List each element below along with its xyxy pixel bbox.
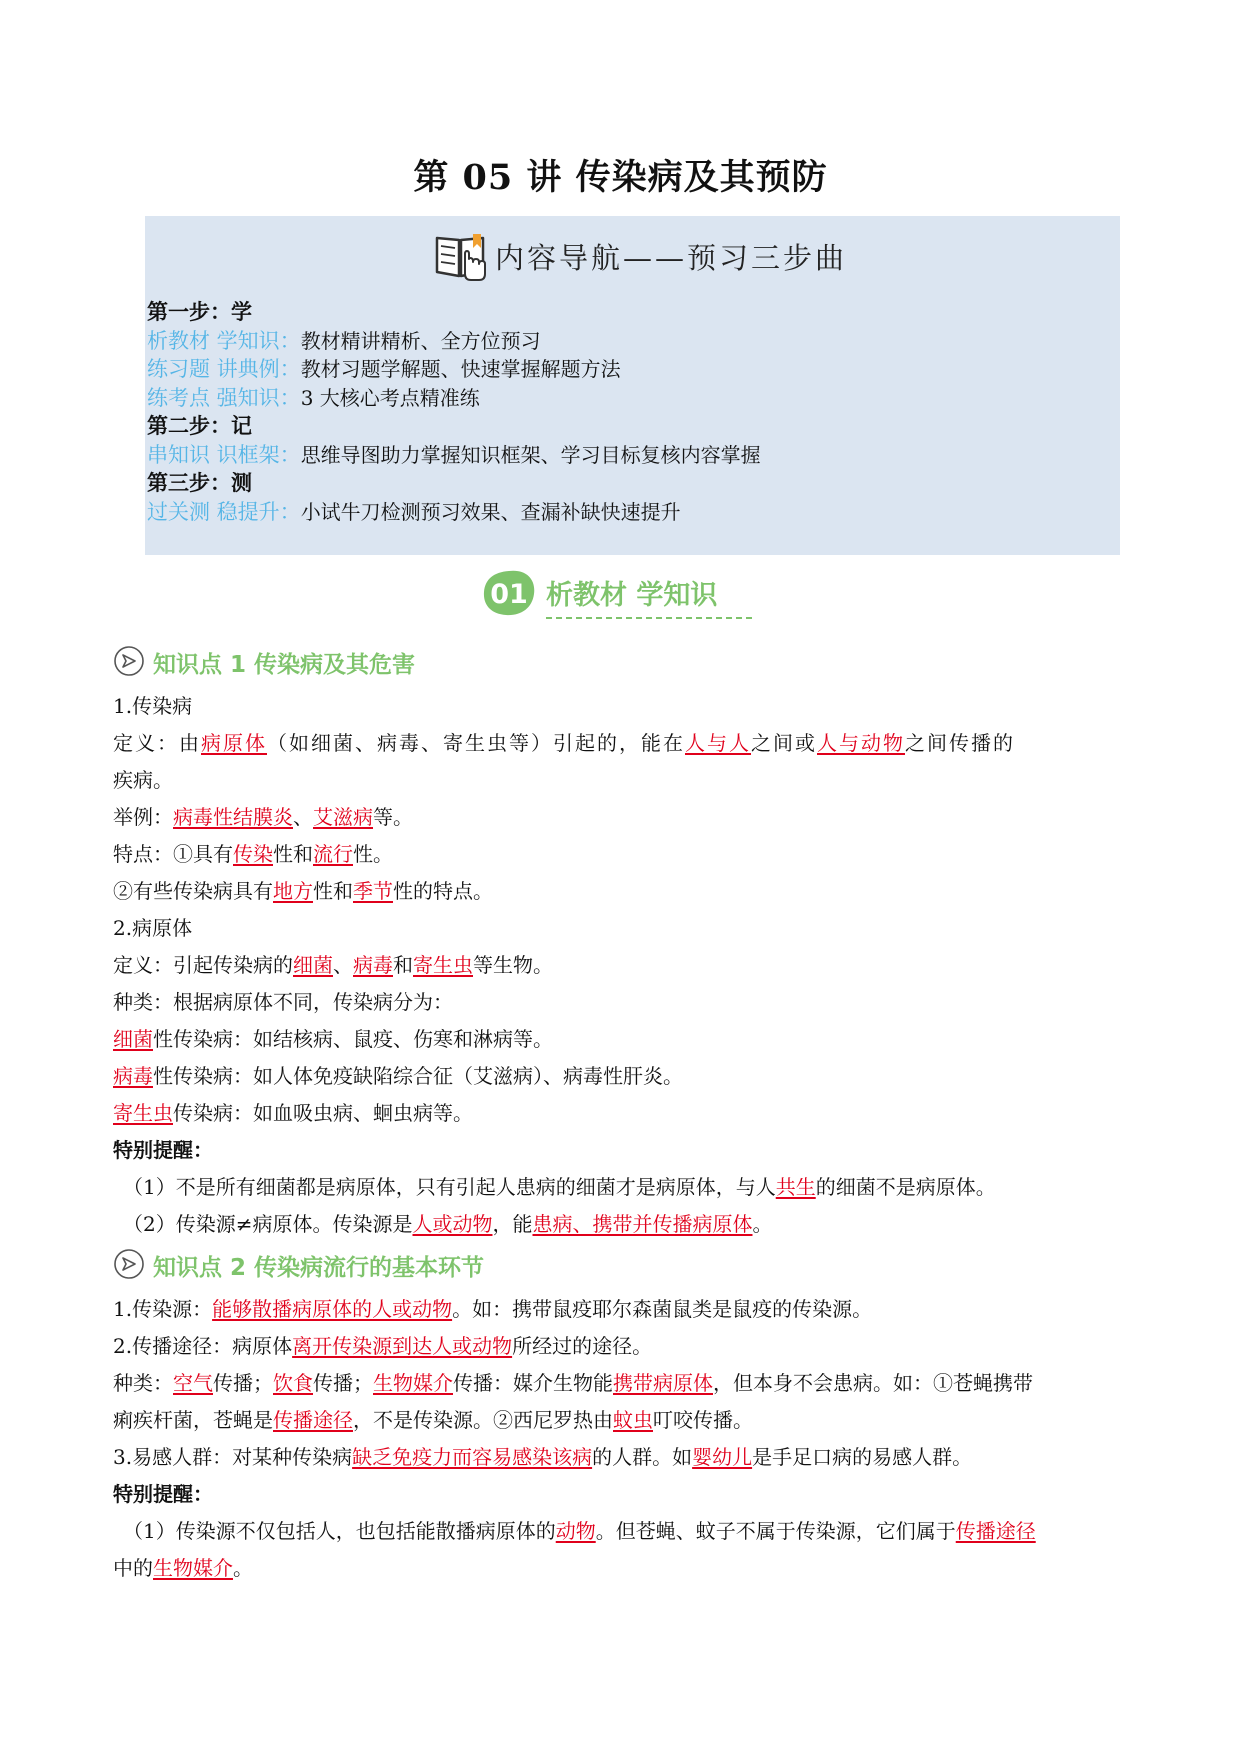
answer-text: 能够散播病原体的人或动物 [212,1297,453,1321]
arrow-circle-icon [113,1248,145,1280]
nav-line [147,355,761,384]
nav-lines [147,298,761,526]
text-segment: ②有些传染病具有 [113,879,273,903]
answer-text: 动物 [555,1519,596,1543]
answer-text: 空气 [173,1371,213,1395]
answer-text: 地方 [273,879,313,903]
text-segment: ，能 [492,1212,533,1236]
text-line [113,688,1120,725]
text-segment: ，不是传染源。②西尼罗热由 [353,1408,613,1432]
text-segment: 2.传播途径：病原体 [113,1334,293,1358]
answer-text: 人或动物 [412,1212,493,1236]
text-segment: （如细菌、病毒、寄生虫等）引起的，能在 [267,731,685,755]
answer-text: 寄生虫 [413,953,473,977]
answer-text: 人与人 [685,731,751,755]
answer-text: 传播途径 [273,1408,353,1432]
text-segment: 种类：根据病原体不同，传染病分为： [113,990,453,1014]
text-segment: 疾病。 [113,768,173,792]
text-line [113,799,1120,836]
answer-text: 人与动物 [817,731,905,755]
text-line [113,836,1120,873]
text-line [113,947,1120,984]
answer-text: 传染 [233,842,273,866]
answer-text: 细菌 [113,1027,153,1051]
nav-line-text: 教材精讲精析、全方位预习 [300,328,541,353]
text-segment: ，但本身不会患病。如：①苍蝇携带 [713,1371,1033,1395]
text-segment: 是手足口病的易感人群。 [752,1445,973,1469]
nav-header [145,216,1120,288]
section-number: 01 [490,579,528,610]
nav-line [147,327,761,356]
nav-line-label: 串知识 识框架： [147,442,301,467]
answer-text: 细菌 [293,953,333,977]
text-line [113,1021,1120,1058]
section-title-underline [546,617,752,619]
answer-text: 婴幼儿 [692,1445,753,1469]
nav-line-text: 思维导图助力掌握知识框架、学习目标复核内容掌握 [300,442,761,467]
text-segment: 等生物。 [473,953,553,977]
answer-text: 患病、携带并传播病原体 [532,1212,753,1236]
answer-text: 病毒性结膜炎 [173,805,293,829]
text-segment: 痢疾杆菌，苍蝇是 [113,1408,273,1432]
text-line [113,1476,1120,1513]
text-segment: 之间传播的 [905,731,1015,755]
text-line [113,1328,1120,1365]
text-segment: 3.易感人群：对某种传染病 [113,1445,353,1469]
nav-line-label: 练考点 强知识： [147,385,301,410]
nav-heading: 内容导航——预习三步曲 [495,241,848,275]
nav-line-text: 3 大核心考点精准练 [300,385,480,410]
text-line [113,1095,1120,1132]
answer-text: 蚊虫 [613,1408,653,1432]
text-segment: 传播：媒介生物能 [453,1371,613,1395]
text-segment: 中的 [113,1556,153,1580]
text-segment: 等。 [373,805,413,829]
text-segment: （1）传染源不仅包括人，也包括能散播病原体的 [123,1519,556,1543]
nav-line [147,384,761,413]
knowledge-point-1-body [113,688,1120,1243]
answer-text: 生物媒介 [153,1556,233,1580]
text-segment: 性和 [273,842,313,866]
nav-line-label: 析教材 学知识： [147,328,301,353]
nav-line [147,298,761,327]
document-title: 第 05 讲 传染病及其预防 [413,157,828,198]
text-line [113,725,1120,762]
text-segment: 性。 [353,842,393,866]
text-segment: 性传染病：如人体免疫缺陷综合征（艾滋病）、病毒性肝炎。 [153,1064,683,1088]
knowledge-point-1-title: 知识点 1 传染病及其危害 [153,652,416,678]
nav-line [147,441,761,470]
arrow-circle-icon [113,645,145,677]
nav-line [147,498,761,527]
text-segment: 2.病原体 [113,916,193,940]
answer-text: 病原体 [201,731,267,755]
text-segment: 传染病：如血吸虫病、蛔虫病等。 [173,1101,473,1125]
reminder-label: 特别提醒： [113,1482,213,1506]
text-line [113,1169,1120,1206]
answer-text: 季节 [353,879,393,903]
text-line [113,1439,1120,1476]
text-segment: 。 [233,1556,253,1580]
answer-text: 病毒 [353,953,393,977]
knowledge-point-2-body [113,1291,1120,1587]
nav-line [147,469,761,498]
text-segment: 种类： [113,1371,173,1395]
text-segment: 和 [393,953,413,977]
step-label: 第三步：测 [147,471,252,495]
knowledge-point-2-title: 知识点 2 传染病流行的基本环节 [153,1255,485,1281]
section-title: 析教材 学知识 [546,580,718,611]
nav-line-text: 教材习题学解题、快速掌握解题方法 [300,357,621,381]
text-line [113,910,1120,947]
reminder-label: 特别提醒： [113,1138,213,1162]
text-segment: （1）不是所有细菌都是病原体，只有引起人患病的细菌才是病原体，与人 [123,1175,776,1199]
text-line [113,1291,1120,1328]
text-segment: 叮咬传播。 [653,1408,753,1432]
text-line [113,1058,1120,1095]
text-segment: 。但苍蝇、蚊子不属于传染源，它们属于 [595,1519,956,1543]
text-segment: 的人群。如 [592,1445,693,1469]
text-line [113,1550,1120,1587]
answer-text: 传播途径 [955,1519,1036,1543]
text-segment: 性传染病：如结核病、鼠疫、伤寒和淋病等。 [153,1027,553,1051]
text-line [113,984,1120,1021]
text-segment: 的细菌不是病原体。 [815,1175,996,1199]
answer-text: 流行 [313,842,353,866]
text-line [113,1402,1120,1439]
answer-text: 寄生虫 [113,1101,173,1125]
text-segment: 、 [293,805,313,829]
text-segment: 性和 [313,879,353,903]
content-navigation-box [145,216,1120,555]
step-label: 第一步：学 [147,300,252,324]
text-segment: 性的特点。 [393,879,493,903]
text-segment: 传播； [313,1371,373,1395]
text-segment: 定义：引起传染病的 [113,953,293,977]
text-segment: 之间或 [751,731,817,755]
answer-text: 携带病原体 [613,1371,713,1395]
section-number-badge [482,569,536,617]
text-line [113,762,1120,799]
text-line [113,1206,1120,1243]
answer-text: 离开传染源到达人或动物 [292,1334,513,1358]
text-segment: 定义：由 [113,731,201,755]
text-line [113,1365,1120,1402]
text-segment: 。如：携带鼠疫耶尔森菌鼠类是鼠疫的传染源。 [452,1297,873,1321]
answer-text: 共生 [775,1175,816,1199]
nav-line-text: 小试牛刀检测预习效果、查漏补缺快速提升 [300,499,681,524]
step-label: 第二步：记 [147,414,252,438]
answer-text: 艾滋病 [313,805,373,829]
answer-text: 饮食 [273,1371,313,1395]
answer-text: 缺乏免疫力而容易感染该病 [352,1445,593,1469]
text-segment: 。 [752,1212,773,1236]
text-line [113,1513,1120,1550]
text-segment: 特点：①具有 [113,842,233,866]
text-segment: 举例： [113,805,173,829]
answer-text: 生物媒介 [373,1371,453,1395]
text-segment: 1.传染源： [113,1297,213,1321]
text-segment: 传播； [213,1371,273,1395]
nav-line [147,412,761,441]
book-hand-icon [431,224,491,284]
text-line [113,1132,1120,1169]
text-line [113,873,1120,910]
nav-line-label: 过关测 稳提升： [147,499,301,524]
answer-text: 病毒 [113,1064,153,1088]
text-segment: 1.传染病 [113,694,193,718]
nav-line-label: 练习题 讲典例： [147,357,301,381]
text-segment: （2）传染源≠病原体。传染源是 [123,1212,413,1236]
text-segment: 所经过的途径。 [512,1334,653,1358]
text-segment: 、 [333,953,353,977]
